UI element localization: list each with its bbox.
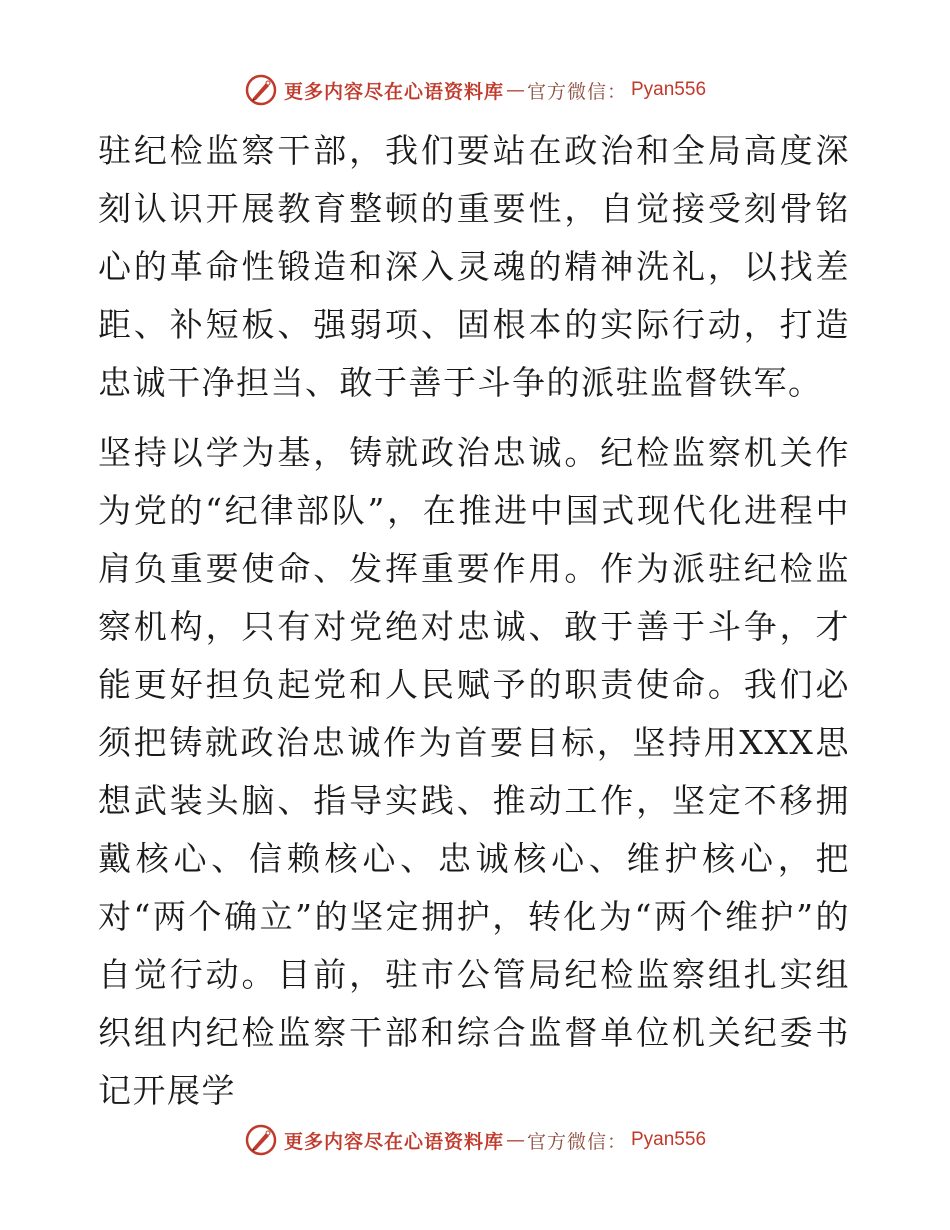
banner-separator: — (505, 79, 525, 101)
document-body (98, 122, 850, 1120)
banner-text (284, 77, 706, 104)
banner-main-text: 更多内容尽在心语资料库 (283, 80, 504, 103)
banner-separator: — (505, 1129, 525, 1151)
pen-logo-icon (244, 1123, 278, 1157)
pen-logo-icon (244, 73, 278, 107)
footer-watermark-banner (0, 1120, 950, 1160)
header-watermark-banner (0, 70, 950, 110)
banner-wechat-label: 官方微信： (526, 80, 627, 103)
paragraph-2: 坚持以学为基，铸就政治忠诚。纪检监察机关作为党的“纪律部队”，在推进中国式现代化进程中肩负重要使命、发挥重要作用。作为派驻纪检监察机构，只有对党绝对忠诚、敢于善于斗争，才能更好担负起党和人民赋予的职责使命。我们必须把铸就政治忠诚作为首要目标，坚持用XXX思想武装头脑、指导实践、推动工作，坚定不移拥戴核心、信赖核心、忠诚核心、维护核心，把对“两个确立”的坚定拥护，转化为“两个维护”的自觉行动。目前，驻市公管局纪检监察组扎实组织组内纪检监察干部和综合监督单位机关纪委书记开展学 (98, 433, 850, 1110)
paragraph-1: 驻纪检监察干部，我们要站在政治和全局高度深刻认识开展教育整顿的重要性，自觉接受刻骨铭心的革命性锻造和深入灵魂的精神洗礼，以找差距、补短板、强弱项、固根本的实际行动，打造忠诚干净担当、敢于善于斗争的派驻监督铁军。 (98, 131, 850, 402)
banner-wechat-id: Pyan556 (631, 1129, 707, 1150)
banner-main-text: 更多内容尽在心语资料库 (283, 1130, 504, 1153)
banner-text (284, 1127, 706, 1154)
banner-wechat-id: Pyan556 (631, 79, 707, 100)
banner-wechat-label: 官方微信： (526, 1130, 627, 1153)
